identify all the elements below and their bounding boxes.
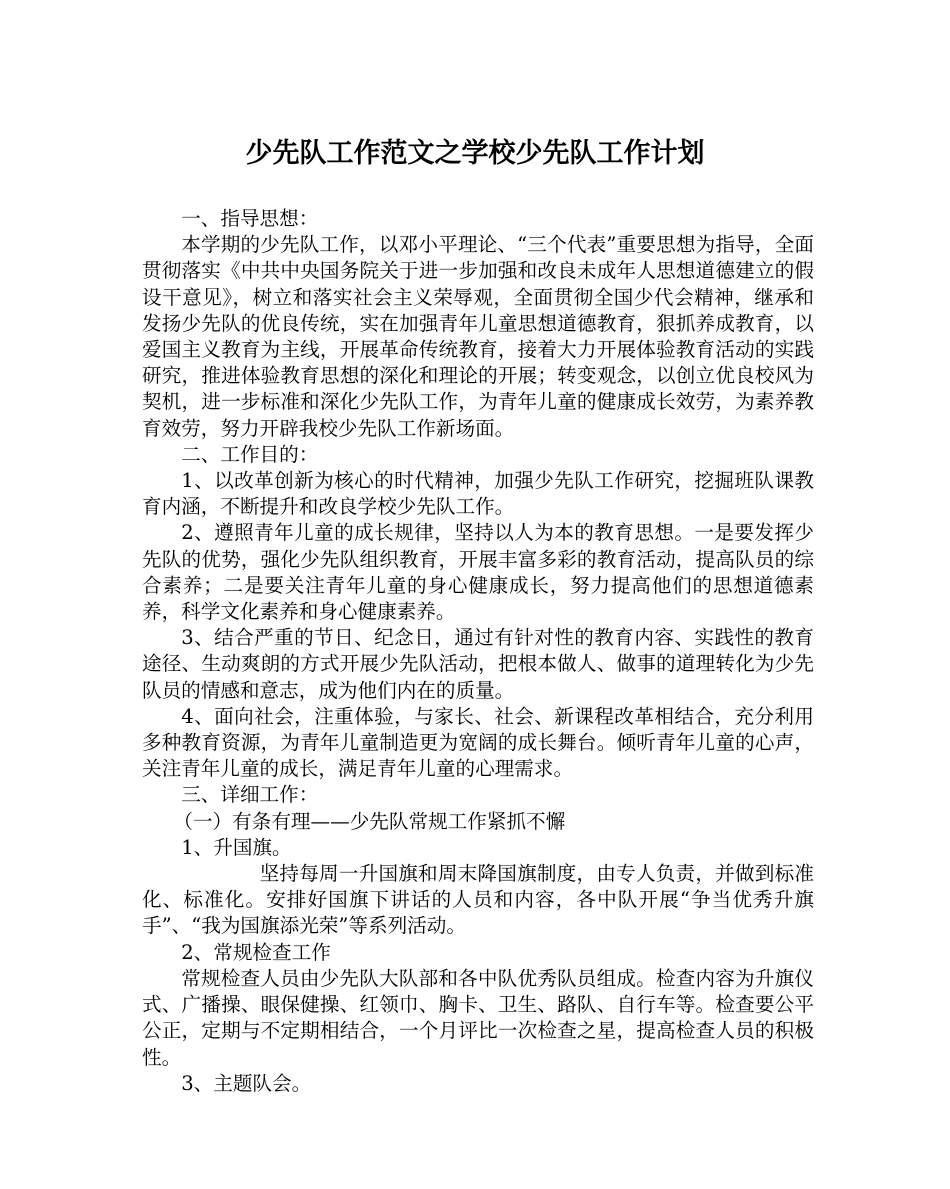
document-title: 少先队工作范文之学校少先队工作计划 <box>245 138 705 169</box>
section-heading: 三、详细工作： <box>181 783 319 807</box>
document-body <box>142 206 814 1097</box>
section-heading: 二、工作目的： <box>181 442 319 466</box>
paragraph: 常规检查人员由少先队大队部和各中队优秀队员组成。检查内容为升旗仪式、广播操、眼保健操、红领巾、胸卡、卫生、路队、自行车等。检查要公平公正，定期与不定期相结合，一个月评比一次检查之星，提高检查人员的积极性。 <box>142 966 814 1069</box>
section-heading: 一、指导思想： <box>181 207 319 230</box>
subsection-heading: （一）有条有理——少先队常规工作紧抓不懈 <box>173 809 566 833</box>
paragraph: 4、面向社会，注重体验，与家长、社会、新课程改革相结合，充分利用多种教育资源，为青年儿童制造更为宽阔的成长舞台。倾听青年儿童的心声，关注青年儿童的成长，满足青年儿童的心理需求。 <box>142 704 814 781</box>
item-heading: 3、主题队会。 <box>181 1071 312 1095</box>
item-heading: 2、常规检查工作 <box>181 940 331 964</box>
paragraph: 2、遵照青年儿童的成长规律，坚持以人为本的教育思想。一是要发挥少先队的优势，强化少先队组织教育，开展丰富多彩的教育活动，提高队员的综合素养；二是要关注青年儿童的身心健康成长，努力提高他们的思想道德素养，科学文化素养和身心健康素养。 <box>142 521 814 624</box>
item-heading: 1、升国旗。 <box>181 835 292 859</box>
paragraph: 1、以改革创新为核心的时代精神，加强少先队工作研究，挖掘班队课教育内涵，不断提升和改良学校少先队工作。 <box>142 469 814 519</box>
paragraph: 3、结合严重的节日、纪念日，通过有针对性的教育内容、实践性的教育途径、生动爽朗的方式开展少先队活动，把根本做人、做事的道理转化为少先队员的情感和意志，成为他们内在的质量。 <box>142 626 814 702</box>
paragraph: 本学期的少先队工作，以邓小平理论、“三个代表”重要思想为指导，全面贯彻落实《中共中央国务院关于进一步加强和改良未成年人思想道德建立的假设干意见》，树立和落实社会主义荣辱观，全面贯彻全国少代会精神，继承和发扬少先队的优良传统，实在加强青年儿童思想道德教育，狠抓养成教育，以爱国主义教育为主线，开展革命传统教育，接着大力开展体验教育活动的实践研究，推进体验教育思想的深化和理论的开展；转变观念，以创立优良校风为契机，进一步标准和深化少先队工作，为青年儿童的健康成长效劳，为素养教育效劳，努力开辟我校少先队工作新场面。 <box>142 233 814 440</box>
paragraph: 坚持每周一升国旗和周末降国旗制度，由专人负责，并做到标准化、标准化。安排好国旗下讲话的人员和内容，各中队开展“争当优秀升旗手”、“我为国旗添光荣”等系列活动。 <box>142 862 814 938</box>
